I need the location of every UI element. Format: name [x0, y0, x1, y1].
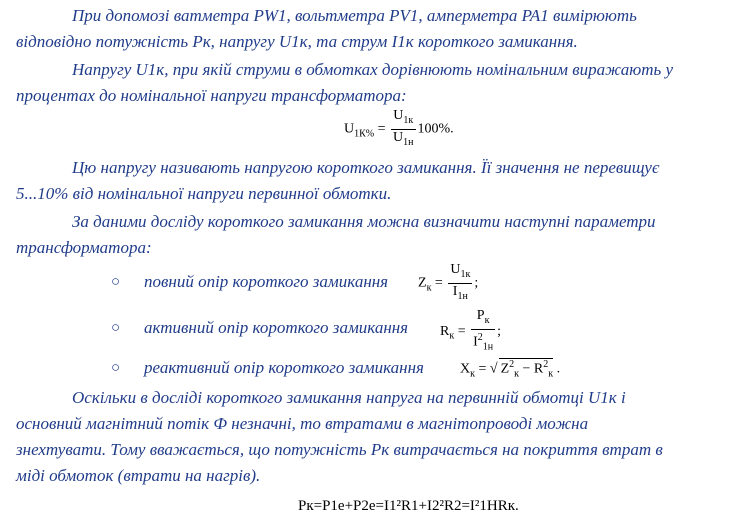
formula-uk-den: U	[393, 129, 404, 145]
bullet-2-text: активний опір короткого замикання	[144, 318, 409, 337]
paragraph-2-line-1: Напругу U1к, при якій струми в обмотках дорівнюють номінальним виражають у	[72, 60, 674, 79]
bullet-marker-icon: ○	[111, 274, 121, 290]
formula-uk-tail: 100%.	[417, 121, 454, 137]
paragraph-2-line-2: процентах до номінальної напруги трансформатора:	[16, 86, 407, 105]
formula-pk: Pк=P1е+P2е=I1²R1+I2²R2=I²1НRк.	[298, 498, 519, 514]
paragraph-5-line-4: міді обмоток (втрати на нагрів).	[16, 466, 261, 485]
formula-uk-lhs: U	[344, 121, 355, 137]
paragraph-1-line-2: відповідно потужність Pк, напругу U1к, та струм I1к короткого замикання.	[16, 32, 578, 51]
formula-uk-num-sub: 1к	[403, 114, 414, 126]
formula-rk: $R_к$ = $\frac{P_к}{I^2_{1н}}$ ;	[440, 308, 502, 353]
bullet-marker-icon: ○	[111, 320, 121, 336]
paragraph-4-line-1: За даними досліду короткого замикання можна визначити наступні параметри	[72, 212, 656, 231]
formula-xk: $X_к$ = √ $Z^2_к - R^2_к$ .	[460, 359, 561, 380]
paragraph-1-line-1: При допомозі ватметра PW1, вольтметра PV1, амперметра PA1 вимірюють	[72, 6, 637, 25]
paragraph-3-line-1: Цю напругу називають напругою короткого замикання. Її значення не перевищує	[72, 158, 660, 177]
paragraph-4-line-2: трансформатора:	[16, 238, 152, 257]
formula-uk-fraction	[391, 108, 415, 151]
paragraph-5-line-1: Оскільки в досліді короткого замикання напруга на первинній обмотці U1к і	[72, 388, 626, 407]
bullet-3-text: реактивний опір короткого замикання	[144, 358, 424, 377]
paragraph-5-line-2: основний магнітний потік Ф незначні, то втратами в магнітопроводі можна	[16, 414, 589, 433]
paragraph-3-line-2: 5...10% від номінальної напруги первинної обмотки.	[16, 184, 392, 203]
bullet-1-text: повний опір короткого замикання	[144, 272, 389, 291]
formula-uk-percent: $U_{1К\%}$ = $\frac{U_{1к}}{U_{1н}}$ 100%.	[344, 108, 454, 151]
formula-uk-lhs-sub: 1К%	[354, 128, 375, 140]
formula-uk-den-sub: 1н	[403, 136, 414, 148]
paragraph-5-line-3: знехтувати. Тому вважається, що потужність Pк витрачається на покриття втрат в	[16, 440, 663, 459]
bullet-marker-icon: ○	[111, 360, 121, 376]
formula-zk: $Z_к$ = $\frac{U_{1к}}{I_{1н}}$ ;	[418, 262, 479, 302]
formula-uk-num: U	[393, 108, 404, 123]
